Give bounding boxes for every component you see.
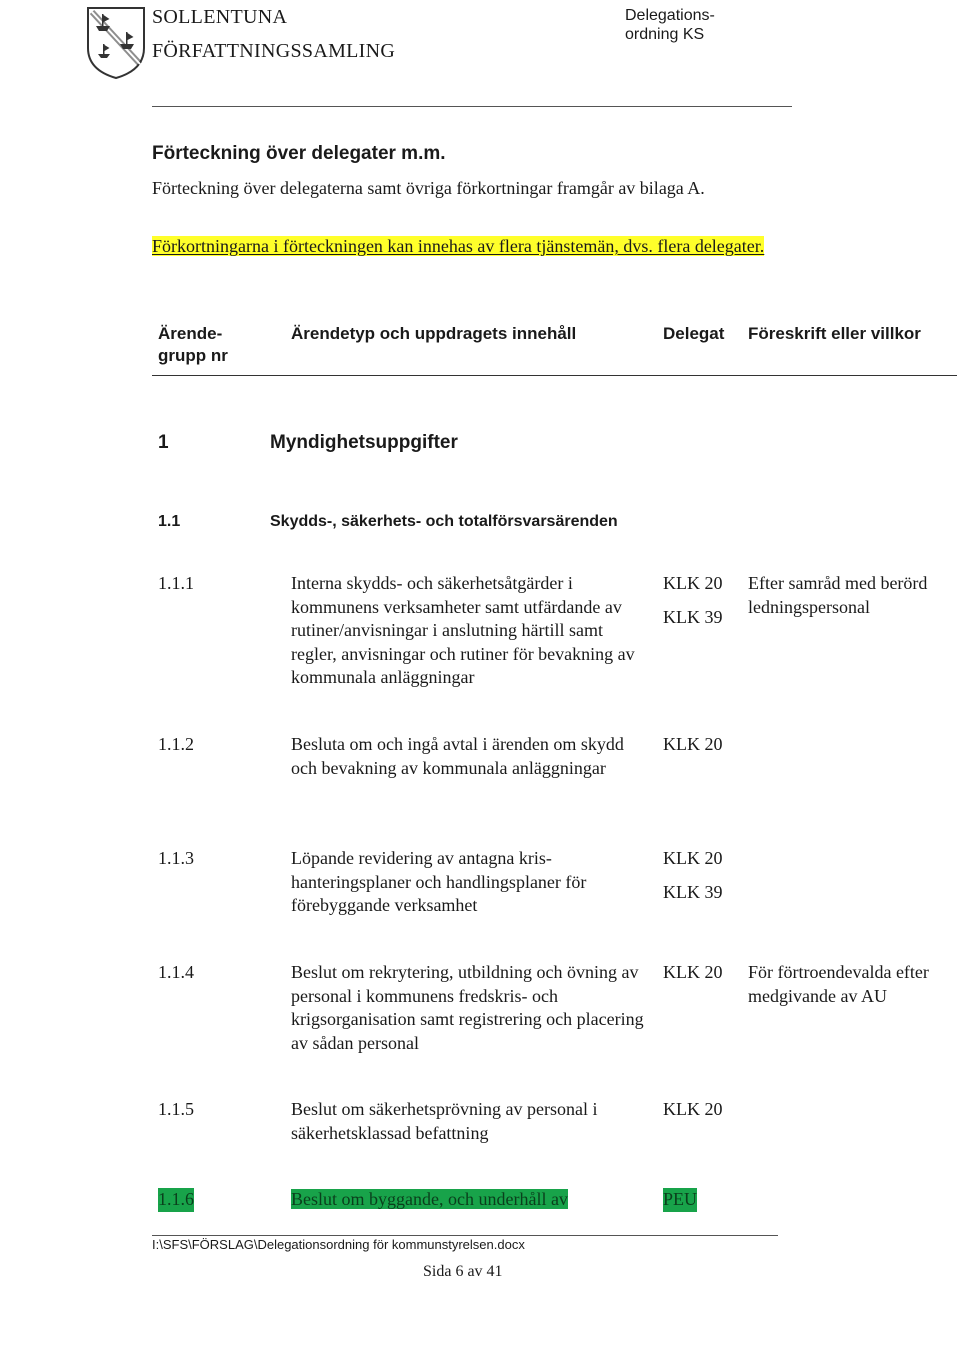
row-number: 1.1.3 [158,848,194,868]
column-header-group [158,323,228,367]
row-number: 1.1.5 [158,1099,194,1119]
page-number: Sida 6 av 41 [423,1263,503,1280]
doc-title-line2: ordning KS [625,26,705,43]
row-delegate-1: KLK 20 [663,848,723,868]
row-delegate-1: KLK 20 [663,962,723,982]
row-text: Beslut om rekrytering, utbildning och övning av personal i kommunens fredskris- och krigsorganisation samt registrering och placering av sådan personal [291,962,644,1053]
column-header-type: Ärendetyp och uppdragets innehåll [291,324,577,343]
row-text: Beslut om säkerhetsprövning av personal i säkerhetsklassad befattning [291,1099,598,1143]
row-text: Löpande revidering av antagna kris-hanteringsplaner och handlingsplaner för förebyggande verksamhet [291,848,587,915]
footer-divider [152,1235,778,1236]
coat-of-arms-logo-icon [84,4,148,80]
row-delegate [663,1098,723,1122]
row-delegate [663,961,723,985]
row-text: Besluta om och ingå avtal i ärenden om skydd och bevakning av kommunala anläggningar [291,734,624,778]
row-condition: Efter samråd med berörd ledningspersonal [748,573,928,617]
row-condition: För förtroendevalda efter medgivande av AU [748,962,929,1006]
org-name-line2: FÖRFATTNINGSSAMLING [152,40,396,62]
row-delegate [663,572,723,629]
footer-file-path: I:\SFS\FÖRSLAG\Delegationsordning för kommunstyrelsen.docx [152,1237,525,1252]
intro-heading: Förteckning över delegater m.m. [152,143,446,164]
section-title: Myndighetsuppgifter [270,432,458,453]
highlighted-text: Förkortningarna i förteckningen kan innehas av flera tjänstemän, dvs. flera delegater. [152,236,765,256]
row-delegate-1: KLK 20 [663,734,723,754]
row-delegate-2: KLK 39 [663,606,723,627]
row-delegate [663,733,723,757]
row-delegate-1: KLK 20 [663,573,723,593]
subsection-number: 1.1 [158,513,181,530]
row-text: Interna skydds- och säkerhetsåtgärder i kommunens verksamheter samt utfärdande av rutiner/anvisningar i anslutning härtill samt regler, anvisningar och rutiner för bevakning av kommunala anläggningar [291,573,635,687]
subsection-title: Skydds-, säkerhets- och totalförsvarsärenden [270,513,618,530]
row-delegate: PEU [663,1188,697,1212]
column-header-divider [152,375,957,376]
org-name-line1: SOLLENTUNA [152,6,288,28]
column-header-group-line1: Ärende- [158,324,223,343]
row-text-highlight: Beslut om byggande, och underhåll av [291,1189,568,1209]
row-delegate [663,847,723,904]
row-delegate-1: KLK 20 [663,1099,723,1119]
row-number: 1.1.1 [158,573,194,593]
row-number: 1.1.2 [158,734,194,754]
column-header-condition: Föreskrift eller villkor [748,324,921,343]
column-header-group-line2: grupp nr [158,346,228,365]
row-delegate-2: KLK 39 [663,881,723,902]
intro-paragraph-1: Förteckning över delegaterna samt övriga förkortningar framgår av bilaga A. [152,178,705,198]
section-number: 1 [158,432,169,453]
doc-title-line1: Delegations- [625,7,715,24]
header-divider [152,106,792,107]
row-number: 1.1.4 [158,962,194,982]
column-header-delegate: Delegat [663,324,725,343]
intro-paragraph-2 [152,235,792,258]
row-text [291,1188,651,1212]
row-number: 1.1.6 [158,1188,194,1212]
